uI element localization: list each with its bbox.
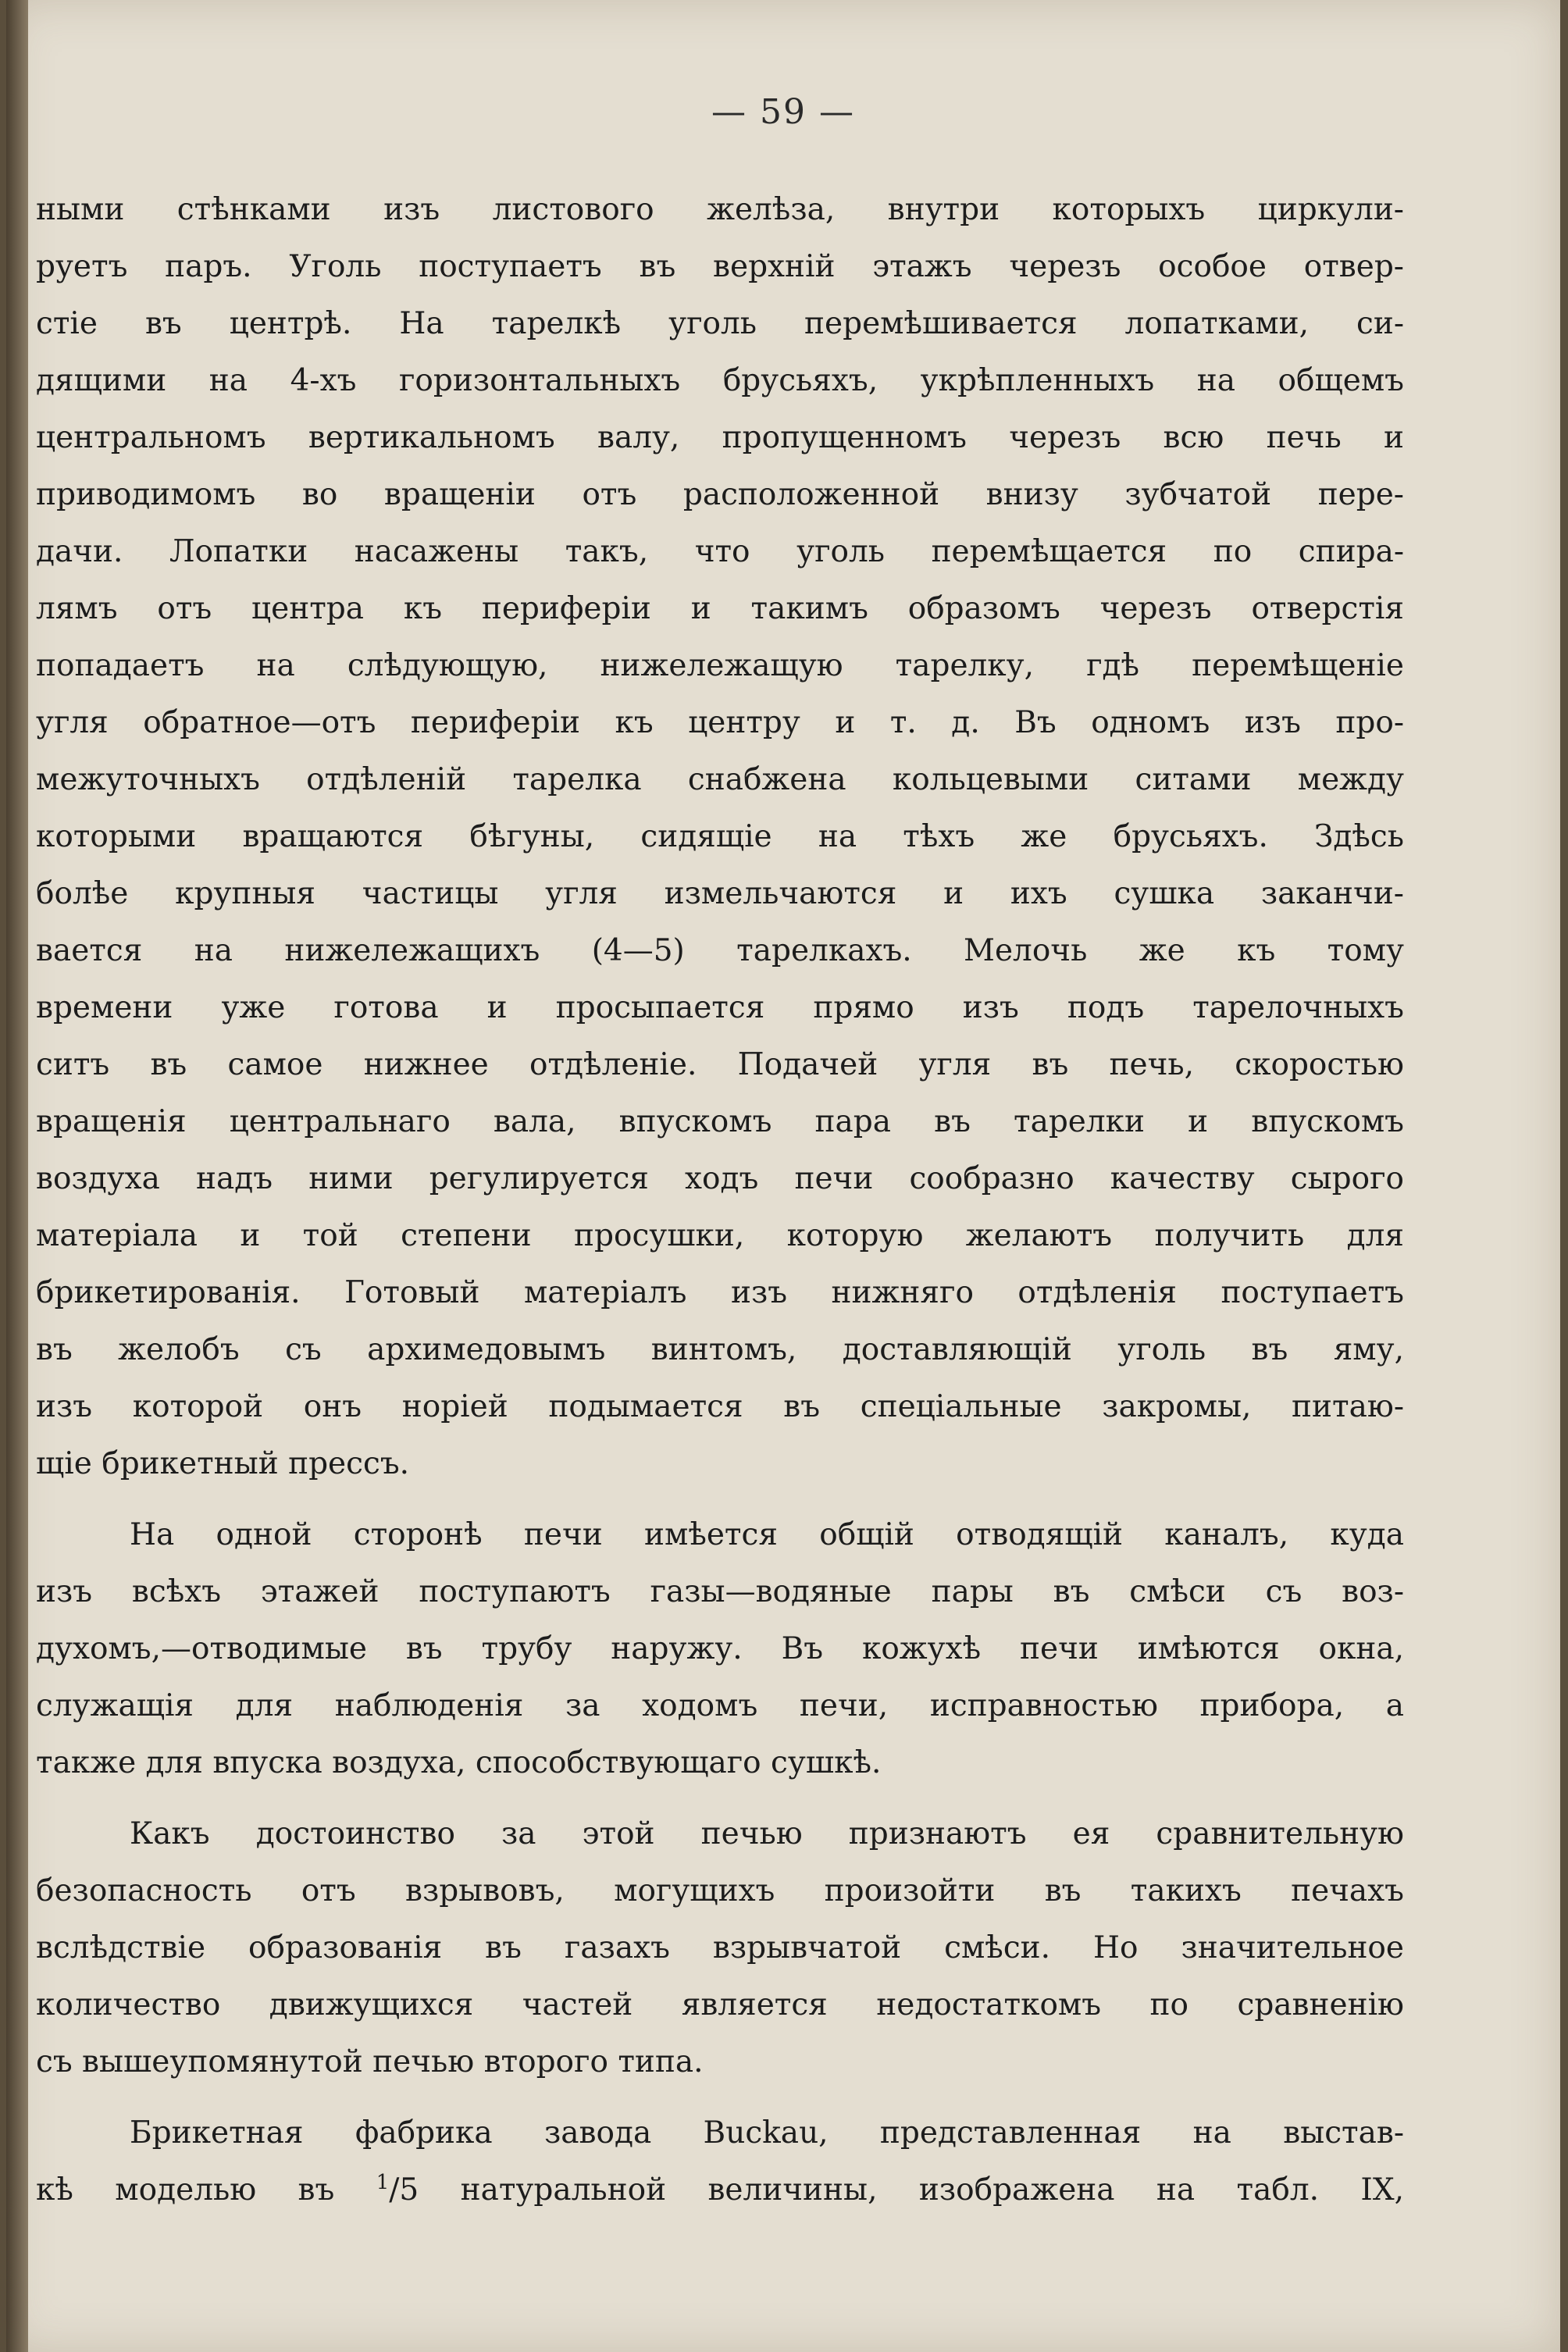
text-line: попадаетъ на слѣдующую, нижележащую тарелку, гдѣ перемѣщеніе [36, 648, 1404, 683]
fraction-line-after: натуральной величины, изображена на табл. IX, [419, 2172, 1404, 2208]
text-line: вращенія центральнаго вала, впускомъ пара въ тарелки и впускомъ [36, 1104, 1404, 1139]
text-line: изъ которой онъ норіей подымается въ спеціальные закромы, питаю- [36, 1389, 1404, 1424]
text-line: лямъ отъ центра къ периферіи и такимъ образомъ черезъ отверстія [36, 591, 1404, 626]
fraction-line-before: кѣ моделью въ [36, 2172, 376, 2208]
text-line: вслѣдствіе образованія въ газахъ взрывчатой смѣси. Но значительное [36, 1930, 1404, 1965]
text-line: угля обратное—отъ периферіи къ центру и т. д. Въ одномъ изъ про- [36, 705, 1404, 740]
text-line: дачи. Лопатки насажены такъ, что уголь перемѣщается по спира- [36, 534, 1404, 569]
text-line: безопасность отъ взрывовъ, могущихъ произойти въ такихъ печахъ [36, 1873, 1404, 1908]
text-line: На одной сторонѣ печи имѣется общій отводящій каналъ, куда [130, 1517, 1404, 1552]
text-line: также для впуска воздуха, способствующаго сушкѣ. [36, 1745, 882, 1780]
body-text [36, 181, 1404, 2218]
text-line: центральномъ вертикальномъ валу, пропущенномъ черезъ всю печь и [36, 420, 1404, 455]
paragraph-1 [36, 181, 1404, 1492]
text-line: Какъ достоинство за этой печью признаютъ ея сравнительную [130, 1816, 1404, 1851]
text-line: изъ всѣхъ этажей поступаютъ газы—водяные пары въ смѣси съ воз- [36, 1574, 1404, 1609]
text-line: дящими на 4-хъ горизонтальныхъ брусьяхъ, укрѣпленныхъ на общемъ [36, 363, 1404, 398]
text-line: приводимомъ во вращеніи отъ расположенной внизу зубчатой пере- [36, 477, 1404, 512]
paragraph-4 [36, 2104, 1404, 2218]
book-page [6, 0, 1560, 2352]
text-line: времени уже готова и просыпается прямо изъ подъ тарелочныхъ [36, 990, 1404, 1025]
fraction-numerator: 1 [376, 2171, 390, 2194]
text-line: вается на нижележащихъ (4—5) тарелкахъ. Мелочь же къ тому [36, 933, 1404, 968]
text-line: ными стѣнками изъ листового желѣза, внутри которыхъ циркули- [36, 192, 1404, 227]
page-edge-shadow [6, 0, 28, 2352]
text-line: матеріала и той степени просушки, которую желаютъ получить для [36, 1218, 1404, 1253]
text-line: стіе въ центрѣ. На тарелкѣ уголь перемѣшивается лопатками, си- [36, 306, 1404, 341]
text-line: въ желобъ съ архимедовымъ винтомъ, доставляющій уголь въ яму, [36, 1332, 1404, 1367]
text-line: воздуха надъ ними регулируется ходъ печи сообразно качеству сырого [36, 1161, 1404, 1196]
text-line: межуточныхъ отдѣленій тарелка снабжена кольцевыми ситами между [36, 762, 1404, 797]
text-line: Брикетная фабрика завода Buckau, представленная на выстав- [130, 2115, 1404, 2151]
page-number: — 59 — [711, 92, 855, 132]
text-line: съ вышеупомянутой печью второго типа. [36, 2044, 704, 2079]
text-line-with-fraction [36, 2161, 1404, 2218]
text-line: которыми вращаются бѣгуны, сидящіе на тѣхъ же брусьяхъ. Здѣсь [36, 819, 1404, 854]
text-line: щіе брикетный прессъ. [36, 1446, 410, 1481]
text-line: руетъ паръ. Уголь поступаетъ въ верхній этажъ черезъ особое отвер- [36, 249, 1404, 284]
text-line: болѣе крупныя частицы угля измельчаются и ихъ сушка заканчи- [36, 876, 1404, 911]
text-line: ситъ въ самое нижнее отдѣленіе. Подачей угля въ печь, скоростью [36, 1047, 1404, 1082]
text-line: брикетированія. Готовый матеріалъ изъ нижняго отдѣленія поступаетъ [36, 1275, 1404, 1310]
text-line: духомъ,—отводимые въ трубу наружу. Въ кожухѣ печи имѣются окна, [36, 1631, 1404, 1666]
fraction-denominator: /5 [389, 2172, 419, 2208]
text-line: количество движущихся частей является недостаткомъ по сравненію [36, 1987, 1404, 2022]
text-line: служащія для наблюденія за ходомъ печи, исправностью прибора, а [36, 1688, 1404, 1723]
paragraph-2 [36, 1506, 1404, 1791]
paragraph-3 [36, 1805, 1404, 2090]
